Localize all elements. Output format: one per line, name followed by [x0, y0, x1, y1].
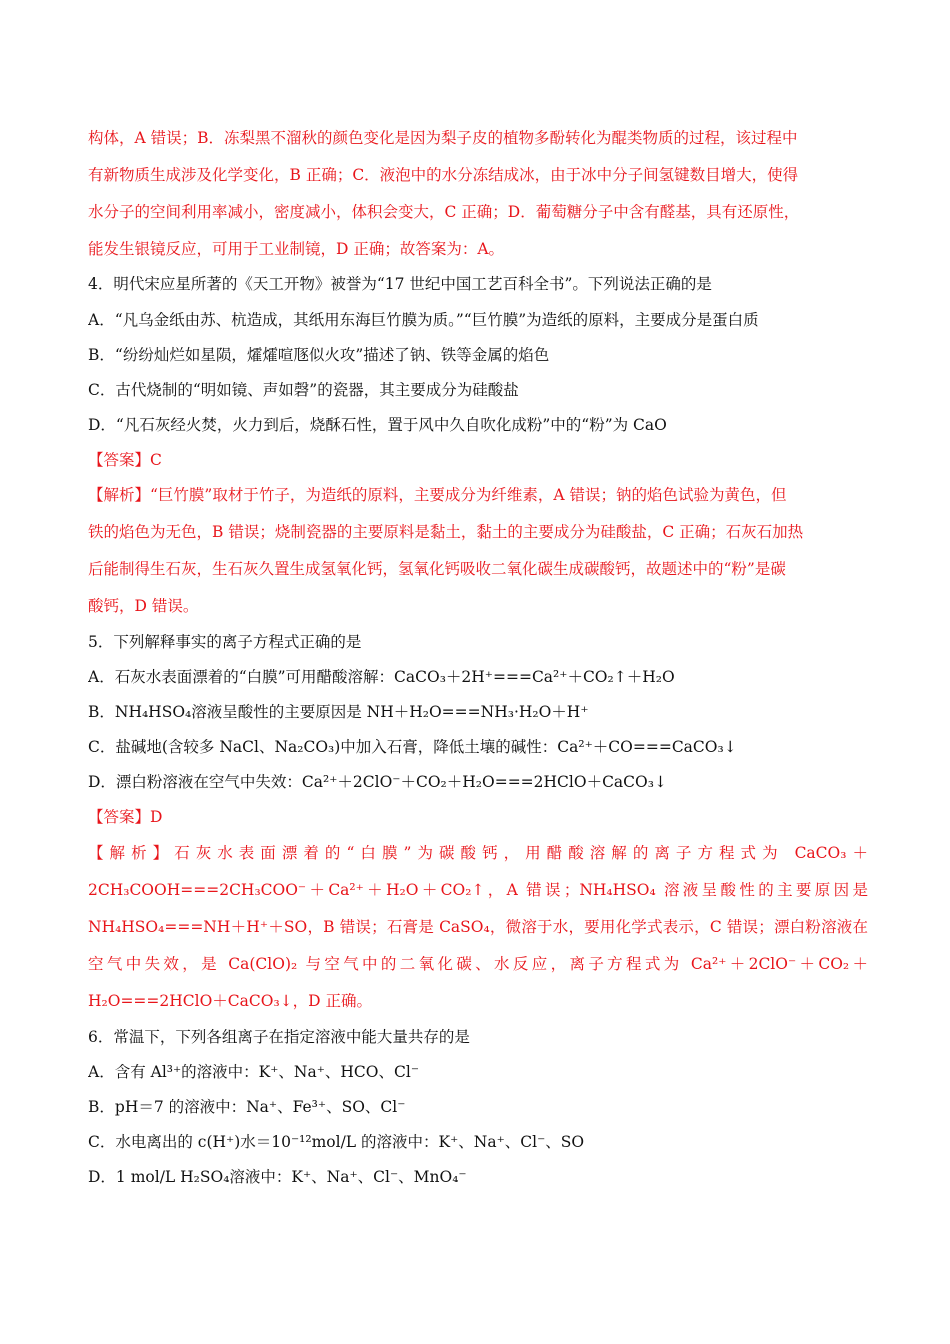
question-4-option-a: A．“凡乌金纸由苏、杭造成，其纸用东海巨竹膜为质。”“巨竹膜”为造纸的原料，主要成分是蛋白质	[88, 311, 759, 329]
explanation-line: 水分子的空间利用率减小，密度减小，体积会变大，C 正确；D．葡萄糖分子中含有醛基，具有还原性，	[88, 203, 800, 221]
question-5-explanation-line: 【解析】石灰水表面漂着的“白膜”为碳酸钙，用醋酸溶解的离子方程式为 CaCO₃＋	[88, 844, 868, 862]
question-6-option-d: D．1 mol/L H₂SO₄溶液中：K⁺、Na⁺、Cl⁻、MnO₄⁻	[88, 1168, 467, 1186]
question-5-explanation-line: NH₄HSO₄===NH＋H⁺＋SO，B 错误；石膏是 CaSO₄，微溶于水，要用化学式表示，C 错误；漂白粉溶液在	[88, 918, 868, 936]
question-5-explanation-line: 2CH₃COOH===2CH₃COO⁻＋Ca²⁺＋H₂O＋CO₂↑，A 错误；NH₄HSO₄ 溶液呈酸性的主要原因是	[88, 881, 868, 899]
question-4-explanation-line: 铁的焰色为无色，B 错误；烧制瓷器的主要原料是黏土，黏土的主要成分为硅酸盐，C 正确；石灰石加热	[88, 523, 804, 541]
question-6-option-a: A．含有 Al³⁺的溶液中：K⁺、Na⁺、HCO、Cl⁻	[88, 1063, 419, 1081]
question-4-explanation-line: 后能制得生石灰，生石灰久置生成氢氧化钙，氢氧化钙吸收二氧化碳生成碳酸钙，故题述中的“粉”是碳	[88, 560, 786, 578]
question-4-option-c: C．古代烧制的“明如镜、声如磬”的瓷器，其主要成分为硅酸盐	[88, 381, 519, 399]
question-5-explanation-line: H₂O===2HClO＋CaCO₃↓，D 正确。	[88, 992, 373, 1010]
question-4-answer: 【答案】C	[88, 451, 162, 469]
question-5-option-d: D．漂白粉溶液在空气中失效：Ca²⁺＋2ClO⁻＋CO₂＋H₂O===2HClO＋CaCO₃↓	[88, 773, 667, 791]
question-4-explanation-line: 【解析】“巨竹膜”取材于竹子，为造纸的原料，主要成分为纤维素，A 错误；钠的焰色试验为黄色，但	[88, 486, 787, 504]
question-5-option-b: B．NH₄HSO₄溶液呈酸性的主要原因是 NH＋H₂O===NH₃·H₂O＋H⁺	[88, 703, 589, 721]
question-6-option-b: B．pH＝7 的溶液中：Na⁺、Fe³⁺、SO、Cl⁻	[88, 1098, 406, 1116]
explanation-line: 能发生银镜反应，可用于工业制镜，D 正确；故答案为：A。	[88, 240, 505, 258]
question-6-stem: 6．常温下，下列各组离子在指定溶液中能大量共存的是	[88, 1028, 470, 1046]
explanation-line: 构体，A 错误；B．冻梨黑不溜秋的颜色变化是因为梨子皮的植物多酚转化为醌类物质的过程，该过程中	[88, 129, 798, 147]
question-5-answer: 【答案】D	[88, 808, 163, 826]
question-4-stem: 4．明代宋应星所著的《天工开物》被誉为“17 世纪中国工艺百科全书”。下列说法正确的是	[88, 275, 712, 293]
question-4-explanation-line: 酸钙，D 错误。	[88, 597, 199, 615]
question-4-option-b: B．“纷纷灿烂如星陨，㸌㸌喧豗似火攻”描述了钠、铁等金属的焰色	[88, 346, 550, 364]
question-5-stem: 5．下列解释事实的离子方程式正确的是	[88, 633, 362, 651]
question-6-option-c: C．水电离出的 c(H⁺)水＝10⁻¹²mol/L 的溶液中：K⁺、Na⁺、Cl⁻、SO	[88, 1133, 585, 1151]
question-4-option-d: D．“凡石灰经火焚，火力到后，烧酥石性，置于风中久自吹化成粉”中的“粉”为 CaO	[88, 416, 667, 434]
question-5-option-c: C．盐碱地(含较多 NaCl、Na₂CO₃)中加入石膏，降低土壤的碱性：Ca²⁺＋CO===CaCO₃↓	[88, 738, 737, 756]
question-5-option-a: A．石灰水表面漂着的“白膜”可用醋酸溶解：CaCO₃＋2H⁺===Ca²⁺＋CO₂↑＋H₂O	[88, 668, 675, 686]
question-5-explanation-line: 空气中失效，是 Ca(ClO)₂ 与空气中的二氧化碳、水反应，离子方程式为 Ca²⁺＋2ClO⁻＋CO₂＋	[88, 955, 868, 973]
explanation-line: 有新物质生成涉及化学变化，B 正确；C．液泡中的水分冻结成冰，由于冰中分子间氢键数目增大，使得	[88, 166, 799, 184]
